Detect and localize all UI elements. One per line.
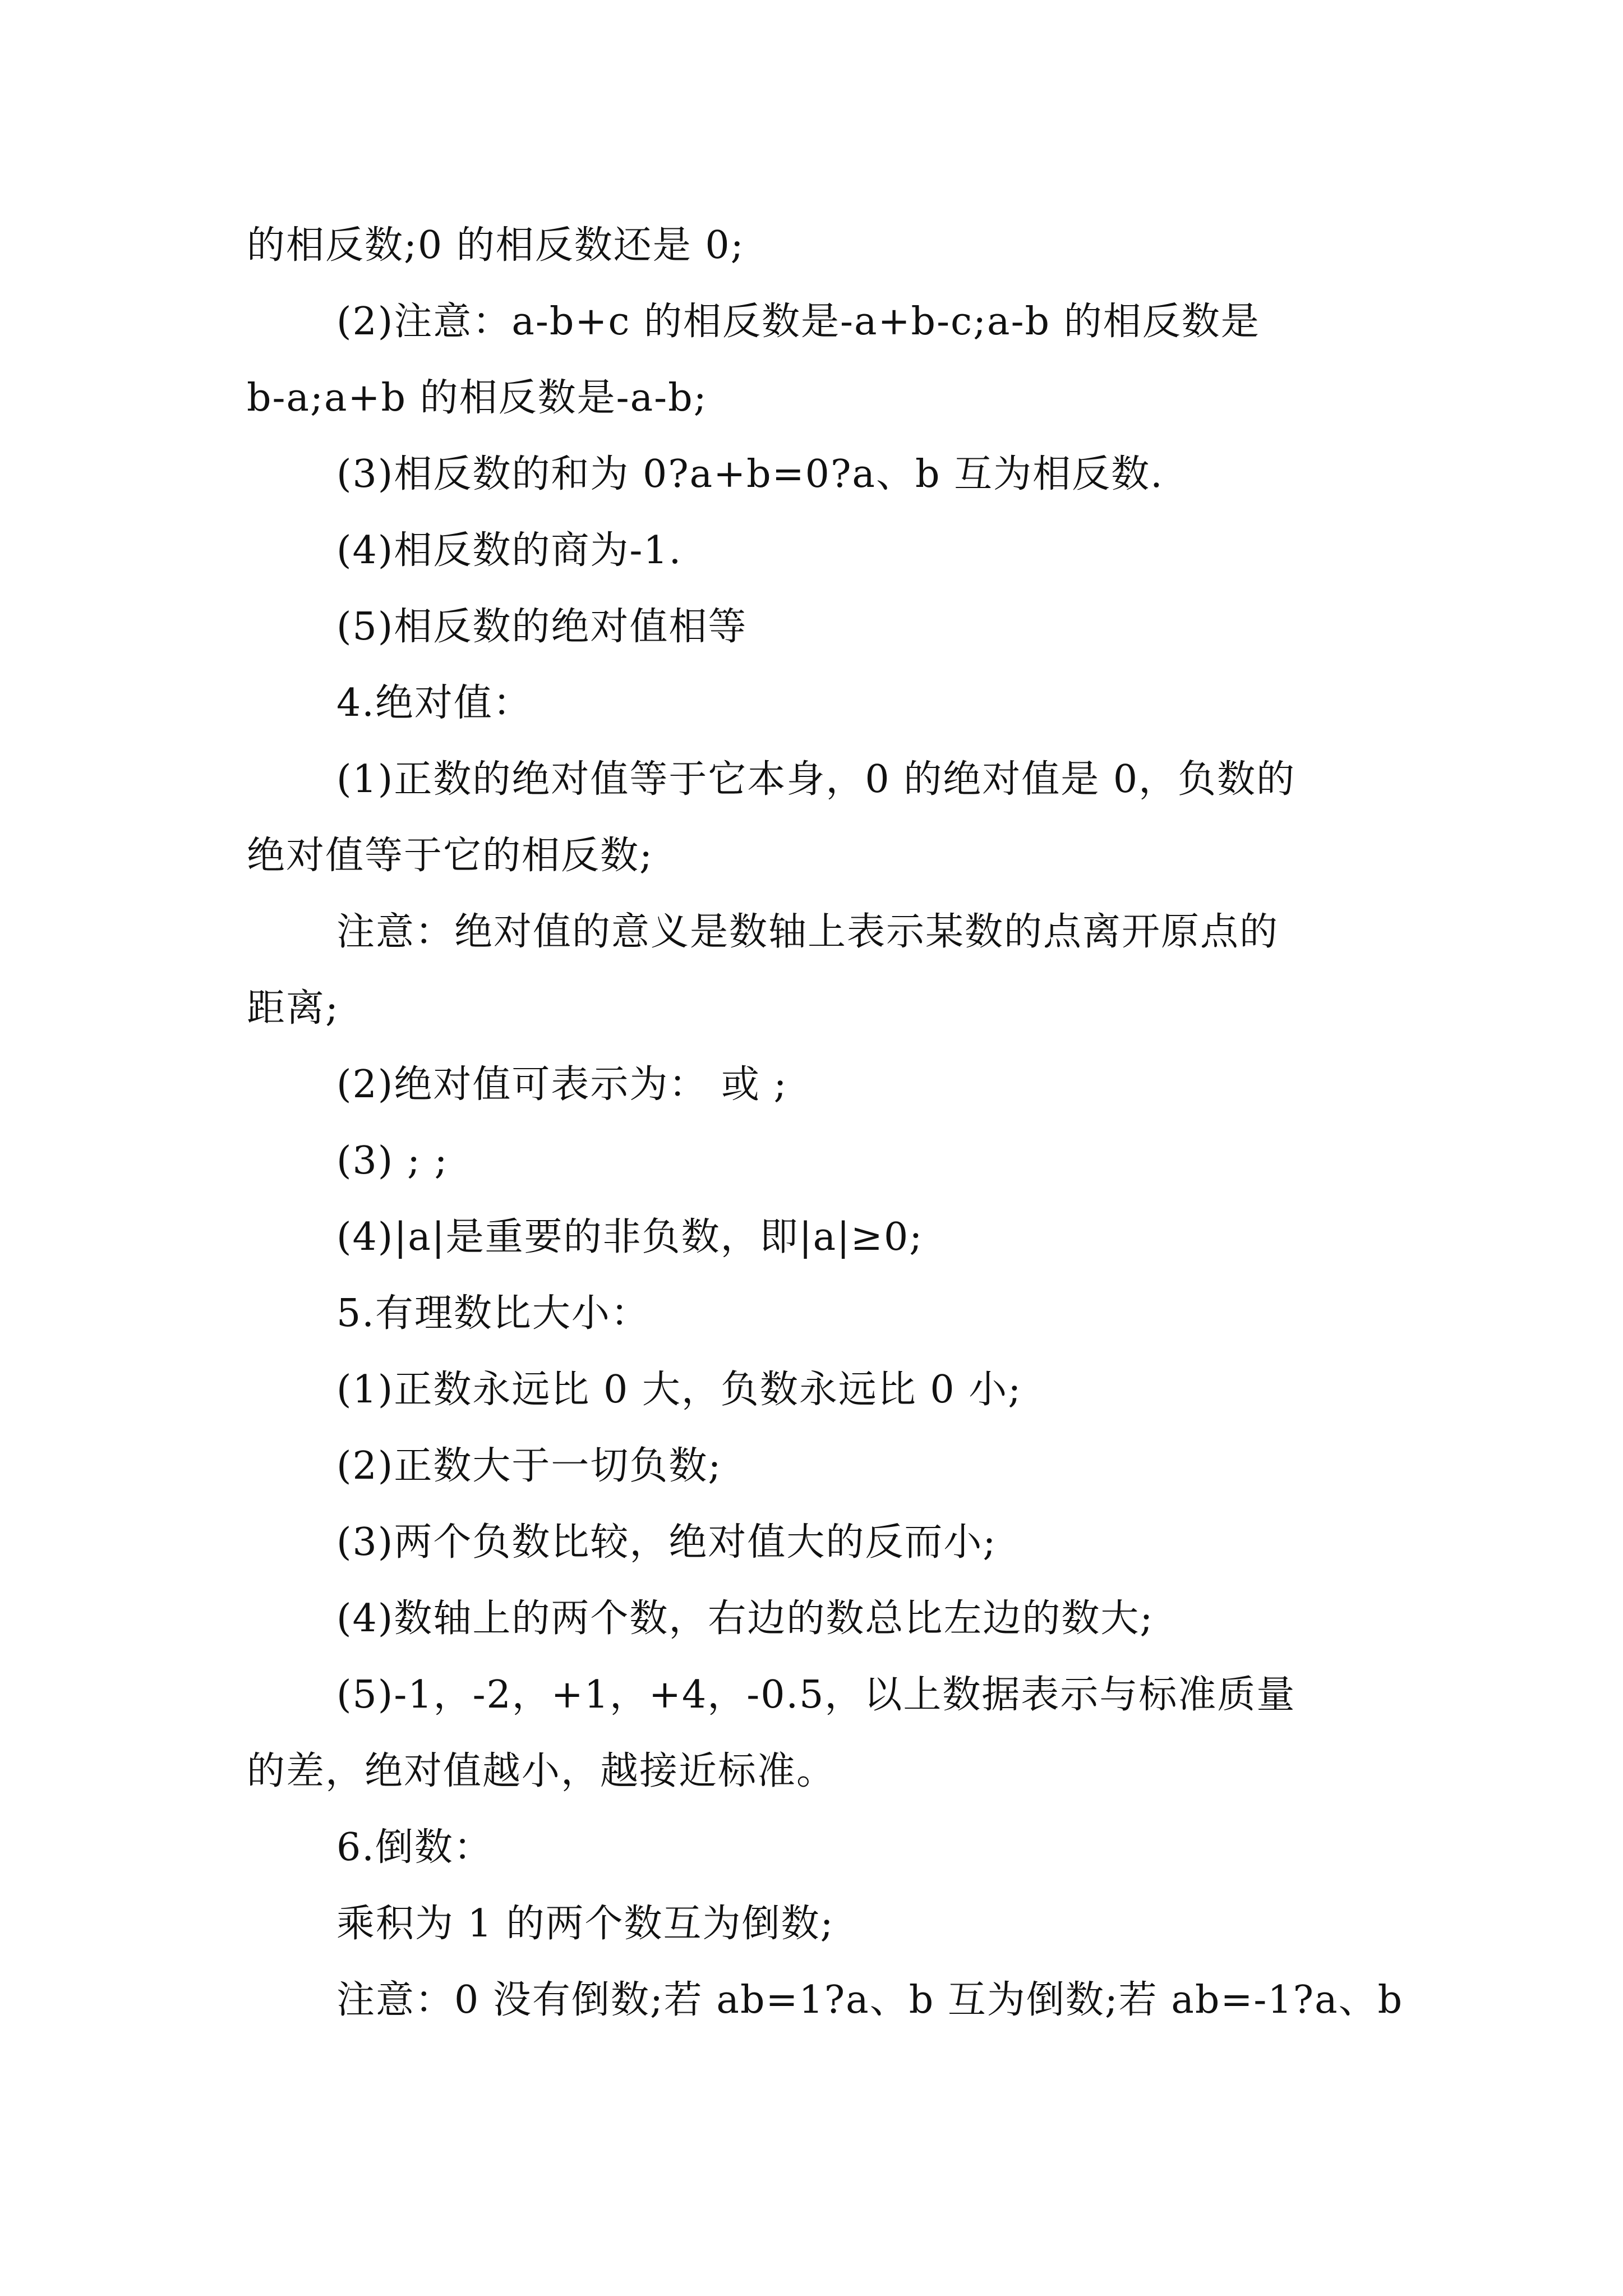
- text-line-6: (5)相反数的绝对值相等: [336, 605, 748, 649]
- text-line-12: (2)绝对值可表示为： 或 ;: [336, 1062, 788, 1107]
- text-line-14: (4)|a|是重要的非负数，即|a|≥0;: [336, 1215, 924, 1259]
- text-line-10: 注意：绝对值的意义是数轴上表示某数的点离开原点的: [336, 910, 1279, 954]
- text-line-11: 距离;: [247, 986, 339, 1030]
- text-line-3: b-a;a+b 的相反数是-a-b;: [247, 376, 708, 420]
- text-line-13: (3) ; ;: [336, 1139, 449, 1183]
- text-line-21: 的差，绝对值越小，越接近标准。: [247, 1749, 836, 1793]
- text-line-17: (2)正数大于一切负数;: [336, 1444, 722, 1488]
- text-line-8: (1)正数的绝对值等于它本身，0 的绝对值是 0，负数的: [336, 757, 1296, 802]
- text-line-23: 乘积为 1 的两个数互为倒数;: [336, 1902, 834, 1946]
- text-line-4: (3)相反数的和为 0?a+b=0?a、b 互为相反数.: [336, 452, 1164, 496]
- text-line-1: 的相反数;0 的相反数还是 0;: [247, 223, 745, 268]
- text-line-9: 绝对值等于它的相反数;: [247, 834, 653, 878]
- section-heading-reciprocal: 6.倒数：: [336, 1825, 493, 1870]
- text-line-18: (3)两个负数比较，绝对值大的反而小;: [336, 1520, 997, 1565]
- text-line-2: (2)注意：a-b+c 的相反数是-a+b-c;a-b 的相反数是: [336, 300, 1260, 344]
- text-line-20: (5)-1，-2，+1，+4，-0.5，以上数据表示与标准质量: [336, 1673, 1296, 1717]
- text-line-24: 注意：0 没有倒数;若 ab=1?a、b 互为倒数;若 ab=-1?a、b: [336, 1978, 1404, 2022]
- section-heading-absolute-value: 4.绝对值：: [336, 681, 532, 725]
- document-body: [247, 208, 1424, 2039]
- text-line-16: (1)正数永远比 0 大，负数永远比 0 小;: [336, 1368, 1022, 1412]
- text-line-5: (4)相反数的商为-1.: [336, 528, 683, 573]
- text-line-19: (4)数轴上的两个数，右边的数总比左边的数大;: [336, 1596, 1154, 1641]
- section-heading-compare: 5.有理数比大小：: [336, 1291, 650, 1336]
